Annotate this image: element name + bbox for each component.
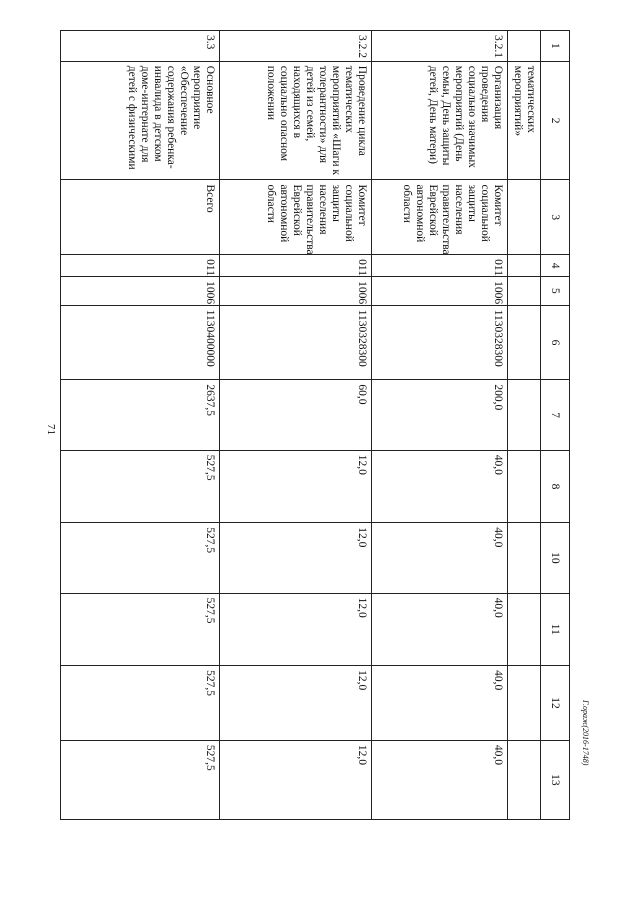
row-number: 3.2.1 bbox=[372, 31, 508, 62]
table-cell: 2637,5 bbox=[61, 380, 220, 450]
document-code: Г.ораж(2016-1748) bbox=[581, 700, 590, 766]
table-cell: 527,5 bbox=[61, 666, 220, 741]
row-number: 3.2.2 bbox=[220, 31, 372, 62]
table-cell: 40,0 bbox=[372, 740, 508, 819]
table-cell: 40,0 bbox=[372, 666, 508, 741]
table-cell: 011 bbox=[61, 255, 220, 277]
table-cell: 1006 bbox=[372, 277, 508, 306]
responsible-body: Всего bbox=[61, 180, 220, 255]
header-cell: 10 bbox=[541, 523, 570, 593]
table-cell bbox=[508, 277, 541, 306]
table-cell: 527,5 bbox=[61, 523, 220, 593]
table-container bbox=[60, 30, 570, 820]
header-cell: 7 bbox=[541, 380, 570, 450]
table-cell: 011 bbox=[372, 255, 508, 277]
table-cell: 1006 bbox=[220, 277, 372, 306]
header-cell: 1 bbox=[541, 31, 570, 62]
table-cell: 60,0 bbox=[220, 380, 372, 450]
table-cell: 1130328300 bbox=[220, 305, 372, 380]
table-cell: 527,5 bbox=[61, 450, 220, 523]
table-row bbox=[220, 31, 372, 820]
table-cell: 527,5 bbox=[61, 593, 220, 666]
table-cell bbox=[508, 740, 541, 819]
table-cell: 12,0 bbox=[220, 593, 372, 666]
header-cell: 13 bbox=[541, 740, 570, 819]
activity-name: Основное мероприятие «Обеспечение содержания ребенка-инвалида в детском доме-интернате для детей с физическими bbox=[61, 61, 220, 180]
table-cell: 40,0 bbox=[372, 450, 508, 523]
header-cell: 3 bbox=[541, 180, 570, 255]
activity-name: Организация проведения социально значимых мероприятий (День семьи, День защиты детей, День матери) bbox=[372, 61, 508, 180]
table-cell: 1130400000 bbox=[61, 305, 220, 380]
table-cell bbox=[508, 523, 541, 593]
table-cell: 011 bbox=[220, 255, 372, 277]
row-number: 3.3 bbox=[61, 31, 220, 62]
table-cell: тематических мероприятий» bbox=[508, 61, 541, 180]
header-row bbox=[541, 31, 570, 820]
table-cell: 1130328300 bbox=[372, 305, 508, 380]
table-cell: 12,0 bbox=[220, 740, 372, 819]
table-cell: 527,5 bbox=[61, 740, 220, 819]
table-cell bbox=[508, 666, 541, 741]
table-cell bbox=[508, 305, 541, 380]
table-cell bbox=[508, 31, 541, 62]
budget-table bbox=[60, 30, 570, 820]
table-cell bbox=[508, 593, 541, 666]
table-row bbox=[61, 31, 220, 820]
header-cell: 6 bbox=[541, 305, 570, 380]
responsible-body: Комитет социальной защиты населения правительства Еврейской автономной области bbox=[220, 180, 372, 255]
table-cell bbox=[508, 180, 541, 255]
table-cell: 40,0 bbox=[372, 523, 508, 593]
table-row bbox=[372, 31, 508, 820]
responsible-body: Комитет социальной защиты населения правительства Еврейской автономной области bbox=[372, 180, 508, 255]
table-cell bbox=[508, 450, 541, 523]
header-cell: 2 bbox=[541, 61, 570, 180]
table-cell: 12,0 bbox=[220, 523, 372, 593]
continuation-row bbox=[508, 31, 541, 820]
header-cell: 5 bbox=[541, 277, 570, 306]
table-cell: 200,0 bbox=[372, 380, 508, 450]
header-cell: 11 bbox=[541, 593, 570, 666]
activity-name: Проведение цикла тематических мероприятий «Шаги к толерантности» для детей из семей, находящихся в социально опасном положении bbox=[220, 61, 372, 180]
table-cell: 12,0 bbox=[220, 450, 372, 523]
table-cell: 12,0 bbox=[220, 666, 372, 741]
page-number: 71 bbox=[45, 424, 57, 435]
table-cell: 40,0 bbox=[372, 593, 508, 666]
table-cell bbox=[508, 380, 541, 450]
header-cell: 4 bbox=[541, 255, 570, 277]
table-cell: 1006 bbox=[61, 277, 220, 306]
header-cell: 8 bbox=[541, 450, 570, 523]
table-cell bbox=[508, 255, 541, 277]
header-cell: 12 bbox=[541, 666, 570, 741]
